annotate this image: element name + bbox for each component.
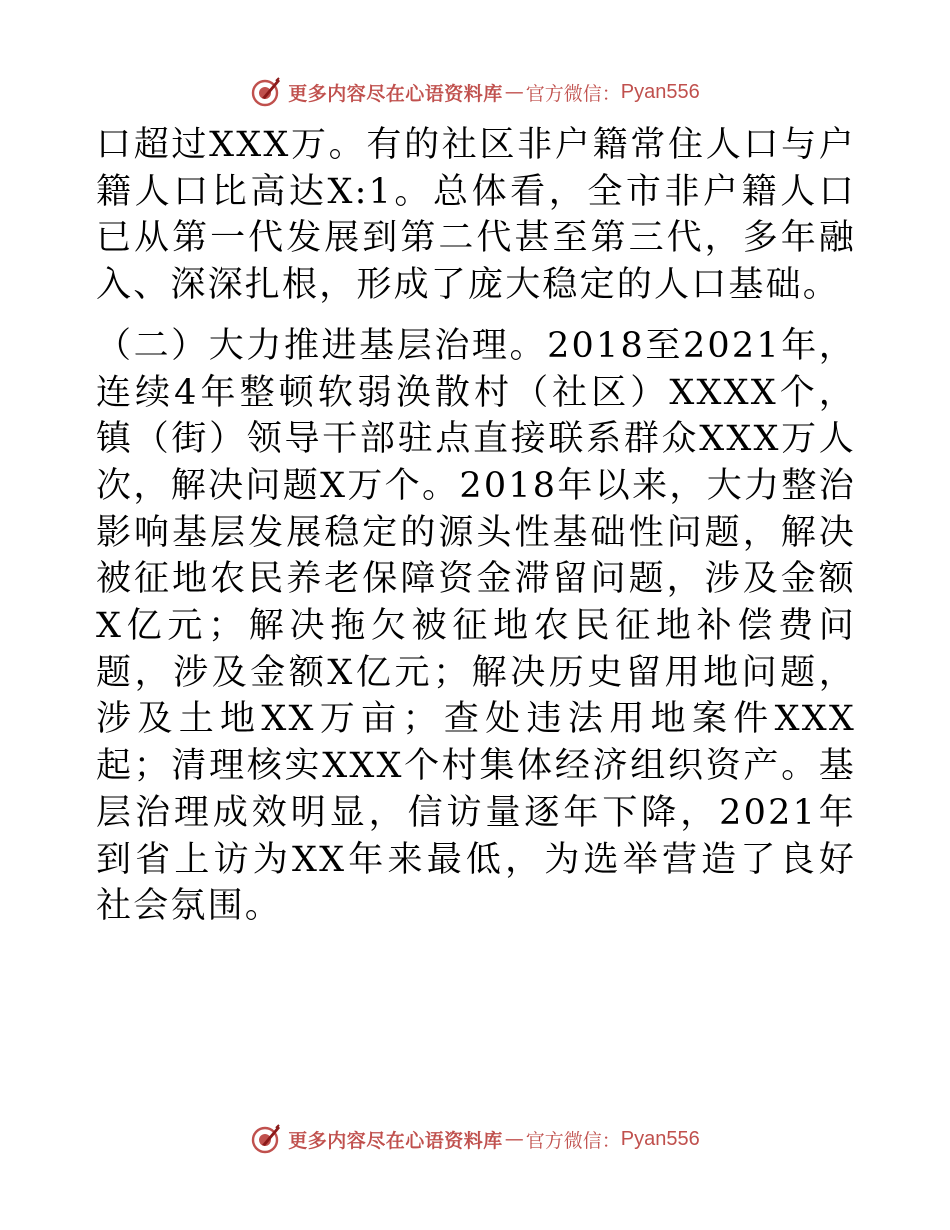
quill-pen-logo-icon: [250, 1123, 282, 1155]
header-banner: [0, 72, 950, 112]
header-wechat-id: Pyan556: [620, 80, 700, 103]
paragraph-grassroots-governance: （二）大力推进基层治理。2018至2021年，连续4年整顿软弱涣散村（社区）XXXX个，镇（街）领导干部驻点直接联系群众XXX万人次，解决问题X万个。2018年以来，大力整治影响基层发展稳定的源头性基础性问题，解决被征地农民养老保障资金滞留问题，涉及金额X亿元；解决拖欠被征地农民征地补偿费问题，涉及金额X亿元；解决历史留用地问题，涉及土地XX万亩；查处违法用地案件XXX起；清理核实XXX个村集体经济组织资产。基层治理成效明显，信访量逐年下降，2021年到省上访为XX年来最低，为选举营造了良好社会氛围。: [96, 325, 856, 927]
footer-separator: —: [504, 1128, 524, 1150]
footer-banner: [0, 1119, 950, 1159]
quill-pen-logo-icon: [250, 76, 282, 108]
header-separator: —: [504, 81, 524, 103]
footer-wechat-id: Pyan556: [620, 1127, 700, 1150]
header-wechat-label: 官方微信：: [525, 82, 621, 105]
document-body: [96, 122, 856, 930]
footer-wechat-label: 官方微信：: [525, 1129, 621, 1152]
header-brand-text: 更多内容尽在心语资料库: [288, 82, 503, 105]
footer-brand-text: 更多内容尽在心语资料库: [288, 1129, 503, 1152]
paragraph-continued: 口超过XXX万。有的社区非户籍常住人口与户籍人口比高达X:1。总体看，全市非户籍人口已从第一代发展到第二代甚至第三代，多年融入、深深扎根，形成了庞大稳定的人口基础。: [96, 125, 856, 306]
